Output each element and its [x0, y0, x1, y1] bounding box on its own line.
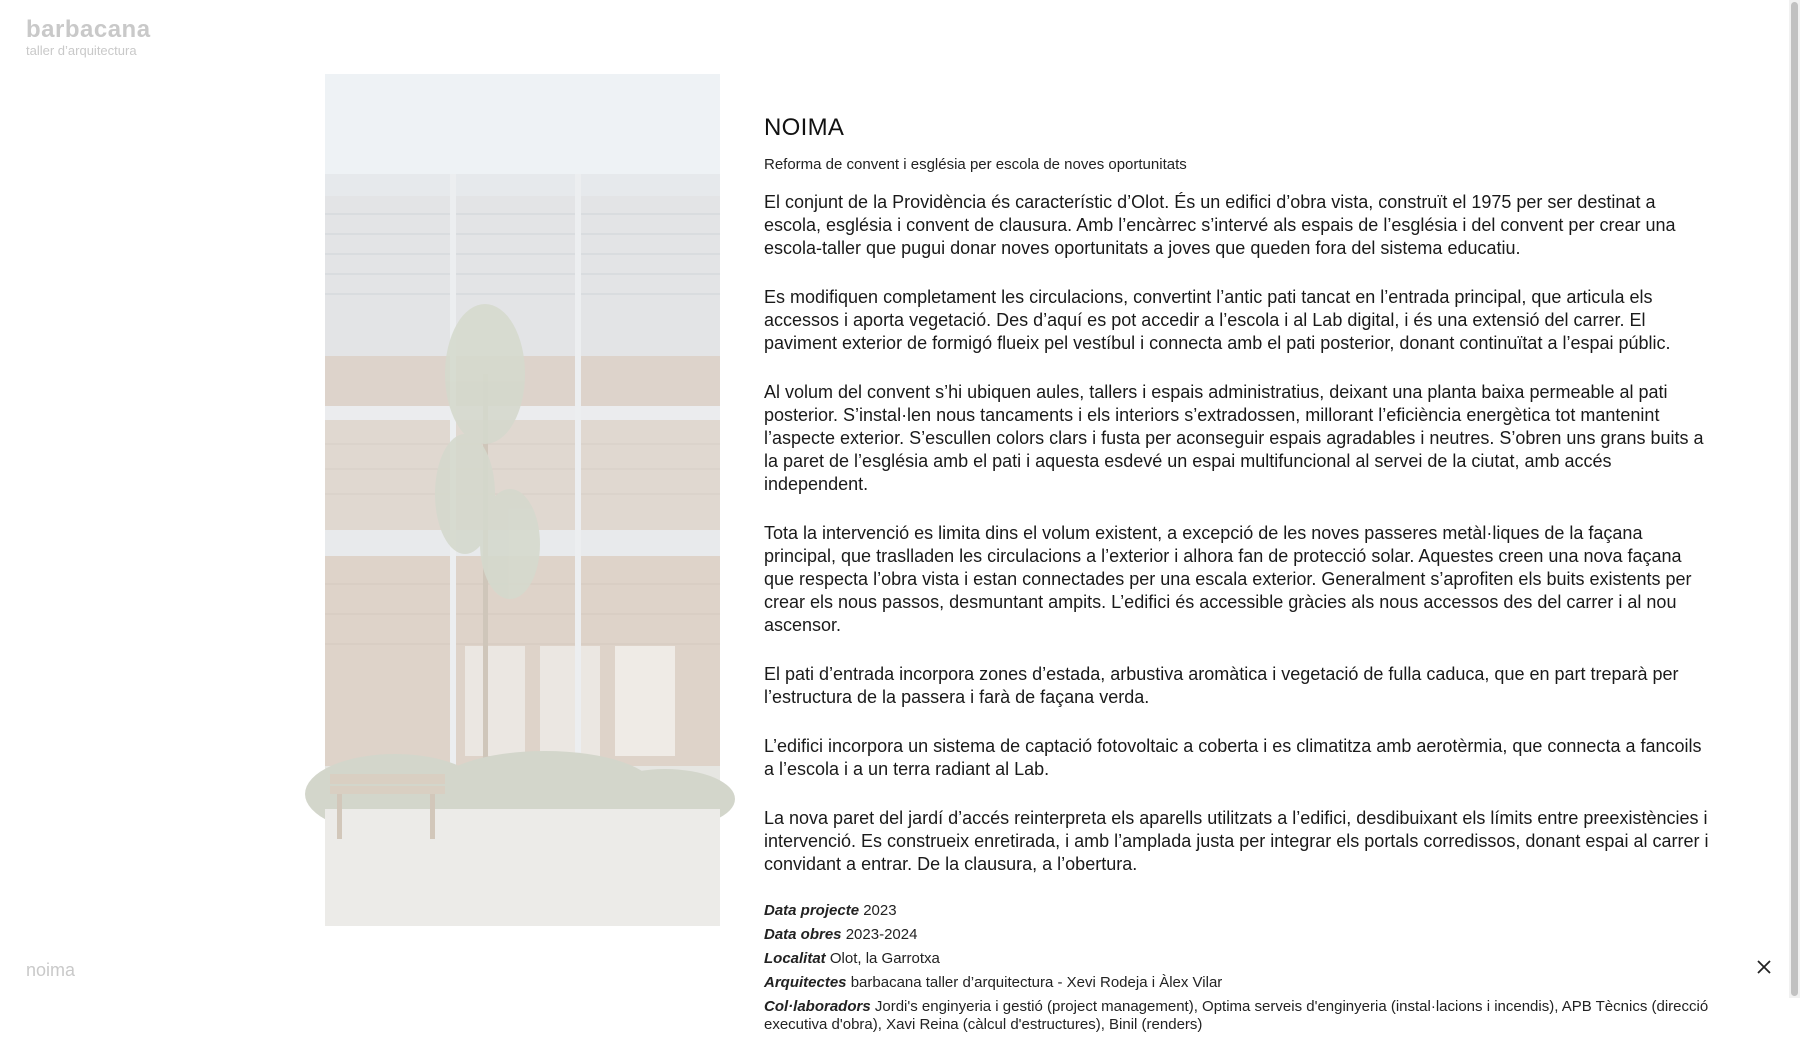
description-paragraph: Es modifiquen completament les circulacions, convertint l’antic pati tancat en l’entrada principal, que articula els accessos i aporta vegetació. Des d’aquí es pot accedir a l’escola i al Lab digital, i és una extensió del carrer. El paviment exterior de formigó flueix pel vestíbul i connecta amb el pati posterior, donant continuïtat a l’espai públic.	[764, 287, 1671, 353]
scrollbar[interactable]	[1789, 0, 1800, 998]
project-facts	[764, 902, 1709, 1034]
description-paragraph: Al volum del convent s’hi ubiquen aules, tallers i espais administratius, deixant una planta baixa permeable al pati posterior. S’instal·len nous tancaments i els interiors s’extradossen, millorant l’eficiència energètica tot mantenint l’aspecte exterior. S’escullen colors clars i fusta per aconseguir espais agradables i neutres. S’obren uns grans buits a la paret de l’església amb el pati i aquesta esdevé un espai multifuncional al servei de la ciutat, amb accés independent.	[764, 382, 1704, 494]
fact-key: Localitat	[764, 950, 826, 967]
fact-value: Jordi's enginyeria i gestió (project management), Optima serveis d'enginyeria (instal·lacions i incendis), APB Tècnics (direcció executiva d'obra), Xavi Reina (càlcul d'estructures), Binil (renders)	[764, 998, 1709, 1033]
fact-key: Arquitectes	[764, 974, 847, 991]
description-paragraph: L’edifici incorpora un sistema de captació fotovoltaic a coberta i es climatitza amb aerotèrmia, que connecta a fancoils a l’escola i a un terra radiant al Lab.	[764, 736, 1702, 779]
description-paragraph: El pati d’entrada incorpora zones d’estada, arbustiva aromàtica i vegetació de fulla caduca, que en part treparà per l’estructura de la passera i farà de façana verda.	[764, 664, 1679, 707]
fact-value: barbacana taller d’arquitectura - Xevi Rodeja i Àlex Vilar	[850, 974, 1223, 991]
fact-arquitectes	[764, 974, 1709, 992]
project-title: NOIMA	[764, 114, 845, 141]
fact-value: 2023-2024	[845, 926, 918, 943]
fact-key: Col·laboradors	[764, 998, 871, 1015]
scrollbar-thumb[interactable]	[1791, 2, 1798, 996]
fact-key: Data obres	[764, 926, 842, 943]
fact-value: Olot, la Garrotxa	[829, 950, 940, 967]
fact-col-laboradors	[764, 998, 1709, 1034]
description-paragraph: La nova paret del jardí d’accés reinterpreta els aparells utilitzats a l’edifici, desdibuixant els límits entre preexistències i intervenció. Es construeix enretirada, i amb l’amplada justa per integrar els portals corredissos, donant espai al carrer i convidant a entrar. De la clausura, a l’obertura.	[764, 808, 1709, 874]
fact-data-projecte	[764, 902, 1709, 920]
project-description	[764, 114, 1709, 1040]
project-subtitle: Reforma de convent i església per escola de noves oportunitats	[764, 156, 1187, 173]
project-slug: noima	[26, 960, 76, 980]
close-button[interactable]	[1752, 955, 1776, 979]
brand-name: barbacana	[26, 16, 151, 43]
fact-localitat	[764, 950, 1709, 968]
fact-data-obres	[764, 926, 1709, 944]
description-paragraph: El conjunt de la Providència és característic d’Olot. És un edifici d’obra vista, construït el 1975 per ser destinat a escola, església i convent de clausura. Amb l’encàrrec s’intervé als espais de l’església i del convent per crear una escola-taller que pugui donar noves oportunitats a joves que queden fora del sistema educatiu.	[764, 192, 1676, 258]
brand-tagline: taller d’arquitectura	[26, 43, 137, 58]
fact-value: 2023	[863, 902, 897, 919]
project-photo	[325, 74, 720, 926]
brand-logo[interactable]	[26, 18, 151, 57]
description-paragraph: Tota la intervenció es limita dins el volum existent, a excepció de les noves passeres metàl·liques de la façana principal, que traslladen les circulacions a l’exterior i alhora fan de protecció solar. Aquestes creen una nova façana que respecta l’obra vista i estan connectades per una escala exterior. Generalment s’aprofiten els buits existents per crear els nous passos, desmuntant ampits. L’edifici és accessible gràcies als nous accessos des del carrer i al nou ascensor.	[764, 523, 1692, 635]
fact-key: Data projecte	[764, 902, 860, 919]
close-icon	[1756, 959, 1772, 975]
